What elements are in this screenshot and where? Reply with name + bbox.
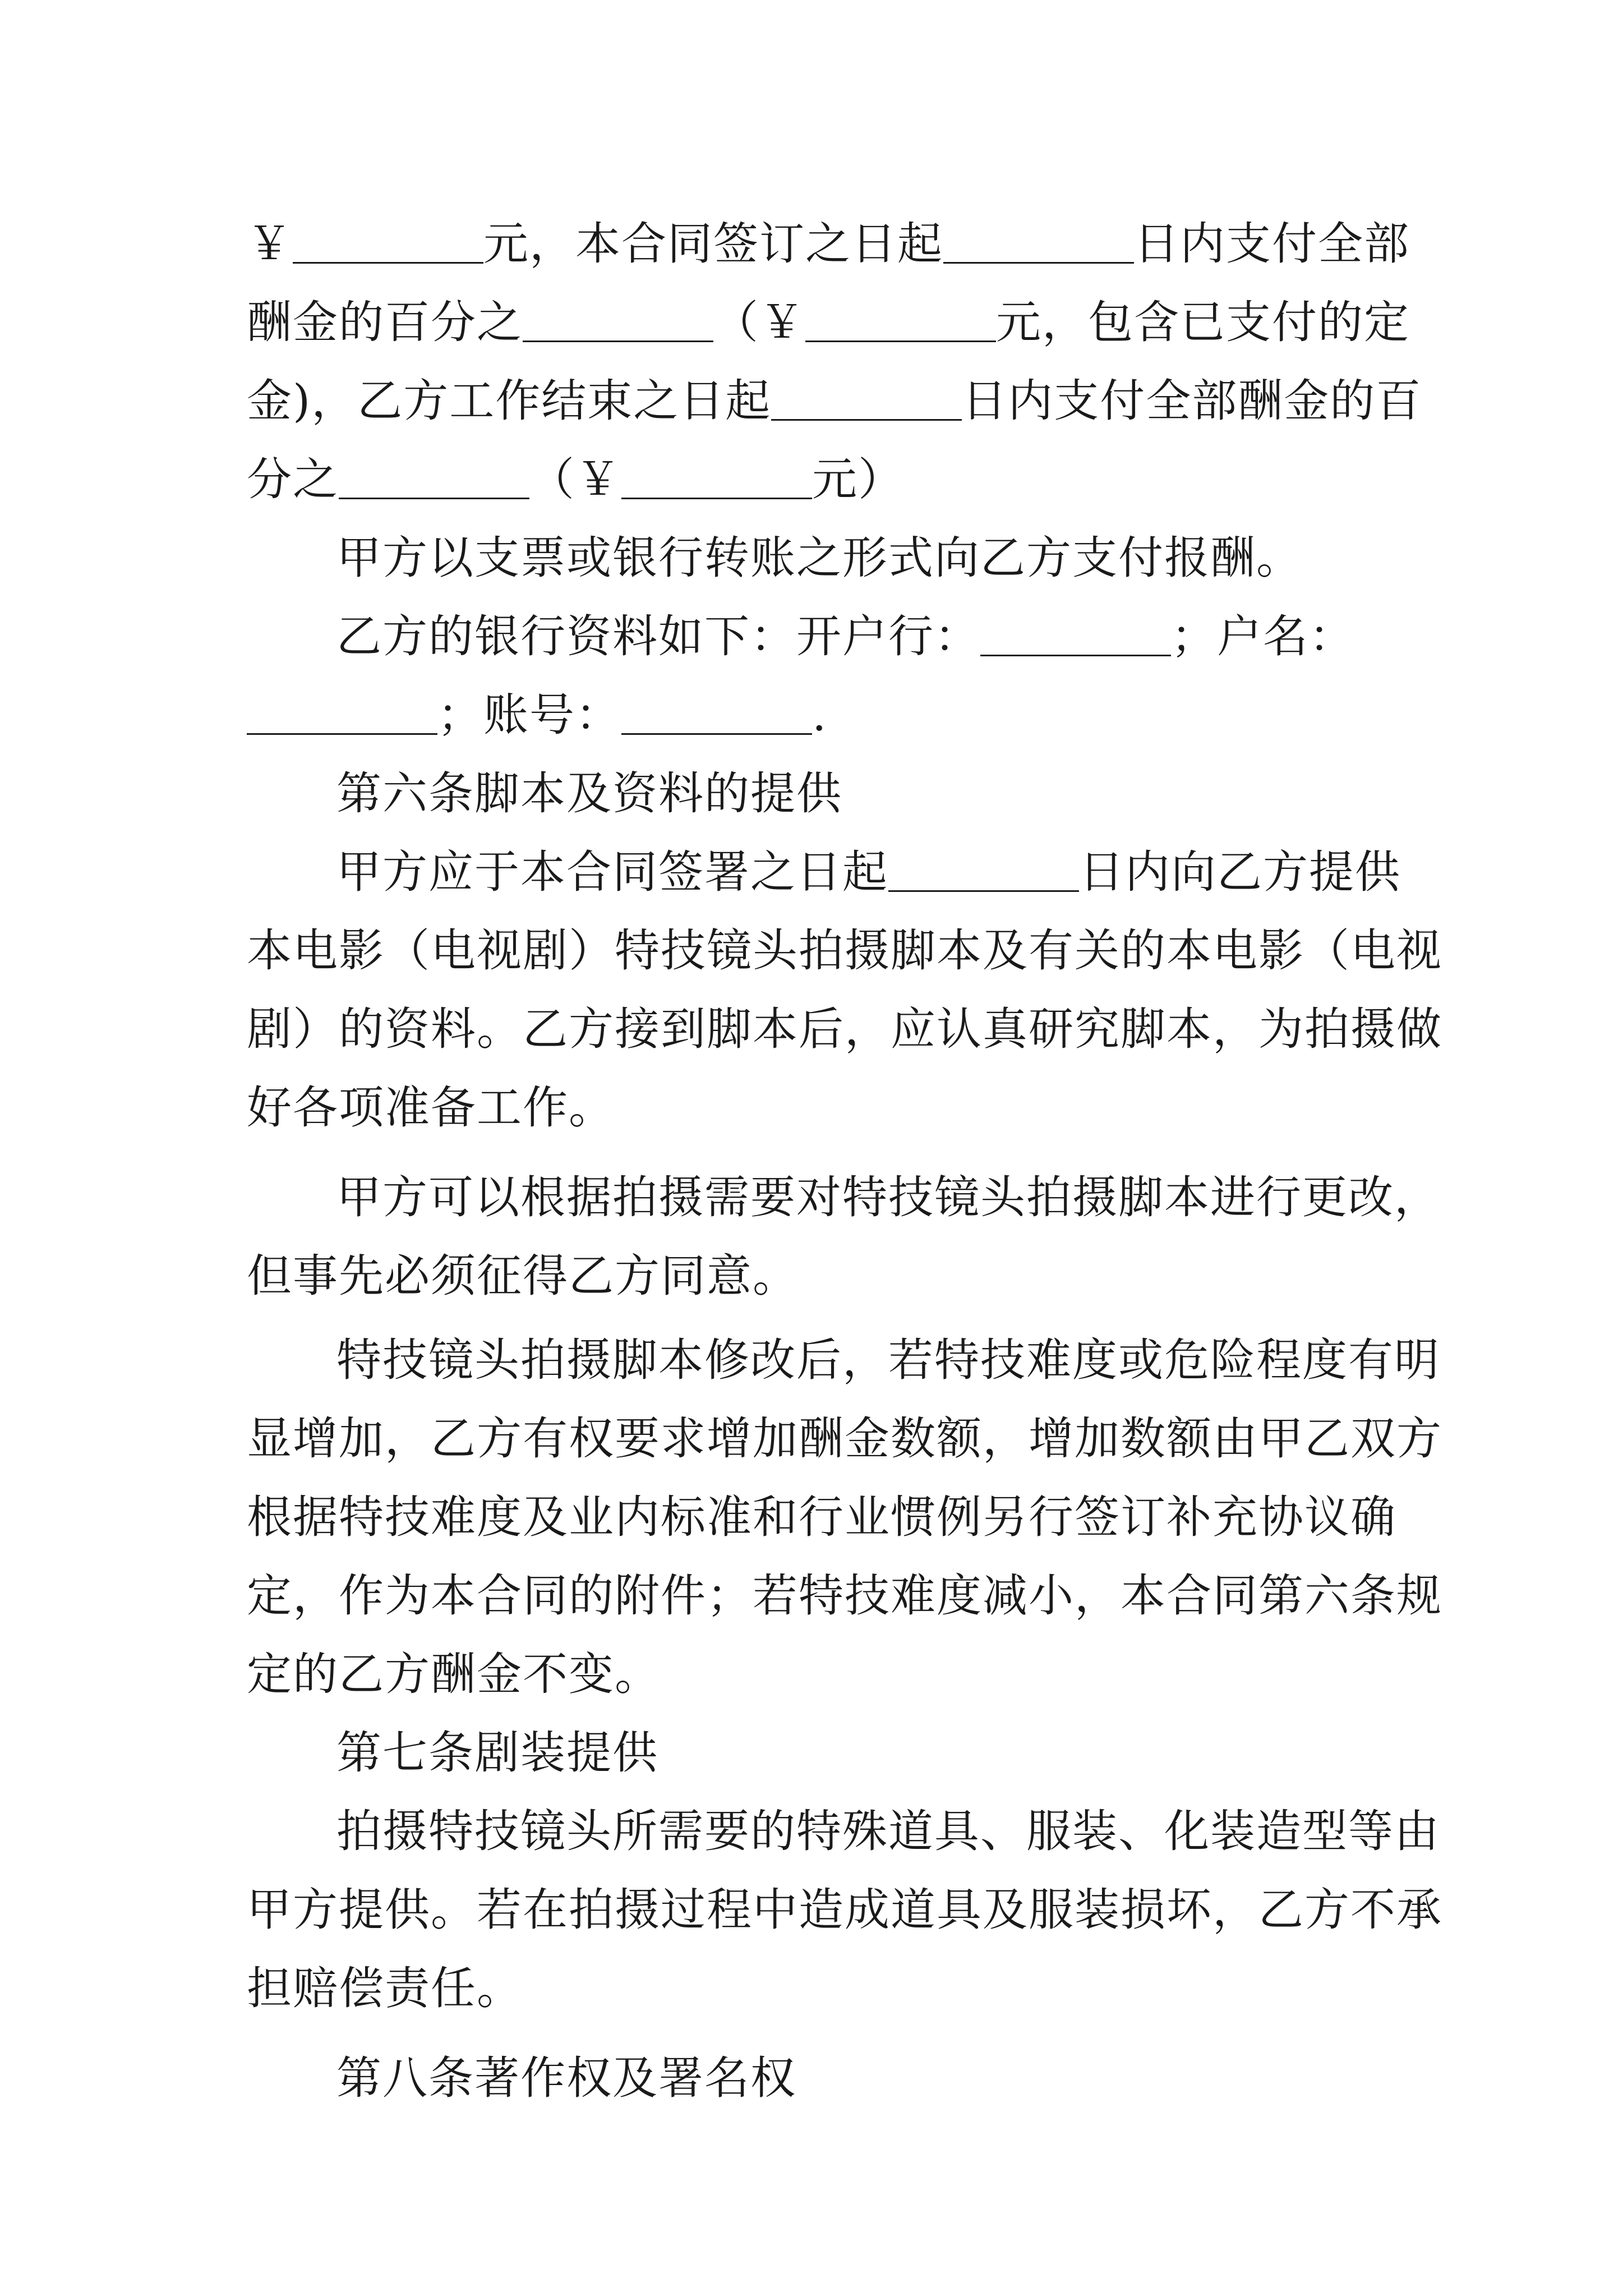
text-segment: 根据特技难度及业内标准和行业惯例另行签订补充协议确	[247, 1491, 1396, 1543]
text-line	[336, 595, 1355, 679]
text-segment: 金)，乙方工作结束之日起	[247, 375, 772, 427]
text-segment: 好各项准备工作。	[247, 1082, 615, 1134]
text-segment: 定的乙方酬金不变。	[247, 1648, 661, 1700]
text-line	[247, 673, 827, 757]
section-heading	[336, 2036, 796, 2120]
text-line	[247, 1868, 1442, 1952]
text-segment: 本电影（电视剧）特技镜头拍摄脚本及有关的本电影（电视	[247, 924, 1442, 977]
text-line	[247, 1632, 661, 1717]
text-line	[247, 987, 1442, 1071]
section-heading	[336, 1711, 658, 1795]
text-segment: 第六条脚本及资料的提供	[336, 767, 842, 820]
fill-in-blank	[339, 497, 529, 499]
text-segment: 特技镜头拍摄脚本修改后，若特技难度或危险程度有明	[336, 1334, 1440, 1386]
paragraph-line	[336, 1789, 1440, 1874]
text-line	[247, 1397, 1442, 1481]
text-segment: ；账号：	[437, 689, 621, 741]
text-segment: 担赔偿责任。	[247, 1962, 523, 2014]
text-segment: 日内支付全部酬金的百	[962, 375, 1422, 427]
text-line	[247, 1234, 799, 1318]
fill-in-blank	[805, 340, 996, 342]
fill-in-blank	[621, 733, 812, 735]
text-line	[247, 280, 1410, 365]
fill-in-blank	[943, 261, 1134, 264]
text-segment: ；户名：	[1171, 610, 1355, 662]
text-segment: 剧）的资料。乙方接到脚本后，应认真研究脚本，为拍摄做	[247, 1003, 1442, 1055]
text-segment: （￥	[529, 453, 621, 505]
paragraph-line	[336, 516, 1302, 600]
text-segment: 分之	[247, 453, 339, 505]
text-segment: 日内支付全部	[1134, 218, 1410, 270]
text-segment: 甲方应于本合同签署之日起	[336, 846, 888, 898]
text-segment: 甲方以支票或银行转账之形式向乙方支付报酬。	[336, 532, 1302, 584]
fill-in-blank	[621, 497, 812, 499]
text-line	[247, 1475, 1396, 1559]
text-line	[247, 1066, 615, 1150]
fill-in-blank	[523, 340, 713, 342]
paragraph-line	[336, 1318, 1440, 1402]
text-segment: 显增加，乙方有权要求增加酬金数额，增加数额由甲乙双方	[247, 1412, 1442, 1465]
text-segment: ￥	[247, 218, 293, 270]
text-segment: 第八条著作权及署名权	[336, 2052, 796, 2104]
text-segment: 拍摄特技镜头所需要的特殊道具、服装、化装造型等由	[336, 1805, 1440, 1857]
paragraph-line	[336, 1156, 1440, 1240]
fill-in-blank	[293, 261, 483, 264]
text-line	[247, 1947, 523, 2031]
fill-in-blank	[771, 418, 962, 421]
fill-in-blank	[247, 733, 437, 735]
text-segment: 元，本合同签订之日起	[483, 218, 943, 270]
text-line	[247, 202, 1410, 286]
text-line	[247, 359, 1422, 443]
text-segment: .	[812, 689, 828, 741]
text-segment: 元）	[812, 453, 904, 505]
text-segment: 甲方提供。若在拍摄过程中造成道具及服装损坏，乙方不承	[247, 1884, 1442, 1936]
fill-in-blank	[888, 890, 1079, 892]
text-segment: 元，包含已支付的定	[996, 296, 1410, 348]
text-segment: 但事先必须征得乙方同意。	[247, 1250, 799, 1302]
text-line	[247, 1554, 1442, 1638]
text-segment: 乙方的银行资料如下：开户行：	[336, 610, 980, 662]
text-segment: 第七条剧装提供	[336, 1727, 658, 1779]
text-segment: 甲方可以根据拍摄需要对特技镜头拍摄脚本进行更改，	[336, 1171, 1440, 1223]
text-line	[247, 438, 904, 522]
text-line	[336, 830, 1401, 914]
text-segment: 定，作为本合同的附件；若特技难度减小，本合同第六条规	[247, 1570, 1442, 1622]
text-segment: 日内向乙方提供	[1079, 846, 1401, 898]
text-segment: 酬金的百分之	[247, 296, 523, 348]
text-line	[247, 909, 1442, 993]
section-heading	[336, 752, 842, 836]
text-segment: （￥	[713, 296, 805, 348]
fill-in-blank	[980, 654, 1171, 656]
